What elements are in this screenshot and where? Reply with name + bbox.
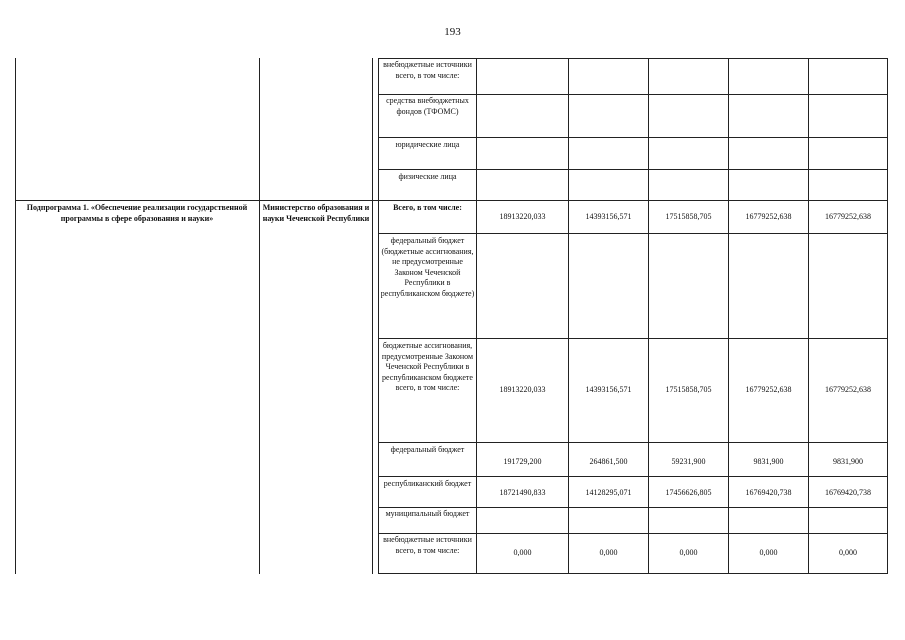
- value-cell: 0,000: [513, 548, 532, 558]
- value-cell: 0,000: [839, 548, 857, 558]
- table-border-left: [15, 58, 16, 574]
- row-divider: [378, 94, 888, 95]
- row-label: бюджетные ассигнования, предусмотренные Законом Чеченской Республики в республиканском бюджете всего, в том числе:: [381, 341, 474, 392]
- row-divider: [378, 169, 888, 170]
- row-divider: [378, 442, 888, 443]
- subprogram-executor: Министерство образования и науки Чеченской Республики: [262, 203, 370, 223]
- row-divider: [378, 137, 888, 138]
- value-cell: 16779252,638: [745, 385, 792, 395]
- value-cell: 191729,200: [503, 456, 542, 466]
- value-cell: 264861,500: [589, 456, 628, 466]
- value-cell: 59231,900: [671, 456, 706, 466]
- value-cell: 17456626,805: [665, 487, 712, 497]
- value-cell: 17515858,705: [665, 211, 712, 221]
- row-divider: [378, 476, 888, 477]
- value-cell: 0,000: [599, 548, 618, 558]
- value-cell: 17515858,705: [665, 385, 712, 395]
- row-label: Всего, в том числе:: [393, 203, 462, 212]
- value-cell: 9831,900: [753, 456, 784, 466]
- row-label: физические лица: [398, 172, 457, 181]
- row-label: внебюджетные источники всего, в том числе:: [383, 535, 472, 555]
- row-label: федеральный бюджет (бюджетные ассигнования, не предусмотренные Законом Чеченской Республики в республиканском бюджете): [380, 236, 475, 298]
- row-divider: [378, 573, 888, 574]
- row-label: республиканский бюджет: [383, 479, 472, 488]
- row-label: юридические лица: [395, 140, 460, 149]
- row-divider: [378, 233, 888, 234]
- column-divider: [372, 58, 373, 574]
- value-cell: 16779252,638: [745, 211, 792, 221]
- value-cell: 18913220,033: [499, 385, 546, 395]
- value-cell: 16769420,738: [745, 487, 792, 497]
- row-divider: [378, 507, 888, 508]
- row-label: федеральный бюджет: [390, 445, 465, 454]
- subprogram-name: Подпрограмма 1. «Обеспечение реализации государственной программы в сфере образования и науки»: [26, 203, 248, 223]
- value-cell: 16769420,738: [825, 487, 871, 497]
- row-divider: [378, 58, 888, 59]
- value-cell: 0,000: [679, 548, 698, 558]
- value-cell: 14128295,071: [585, 487, 632, 497]
- row-label: средства внебюджетных фондов (ТФОМС): [386, 96, 469, 116]
- value-cell: 0,000: [759, 548, 778, 558]
- value-cell: 14393156,571: [585, 211, 632, 221]
- table-border-right: [887, 58, 888, 574]
- row-label: внебюджетные источники всего, в том числе:: [383, 60, 472, 80]
- value-cell: 14393156,571: [585, 385, 632, 395]
- value-cell: 16779252,638: [825, 211, 871, 221]
- value-cell: 18721490,833: [499, 487, 546, 497]
- row-label: муниципальный бюджет: [385, 509, 470, 518]
- value-cell: 16779252,638: [825, 385, 871, 395]
- value-cell: 18913220,033: [499, 211, 546, 221]
- page-number: 193: [444, 26, 461, 38]
- column-divider: [259, 58, 260, 574]
- value-cell: 9831,900: [833, 456, 863, 466]
